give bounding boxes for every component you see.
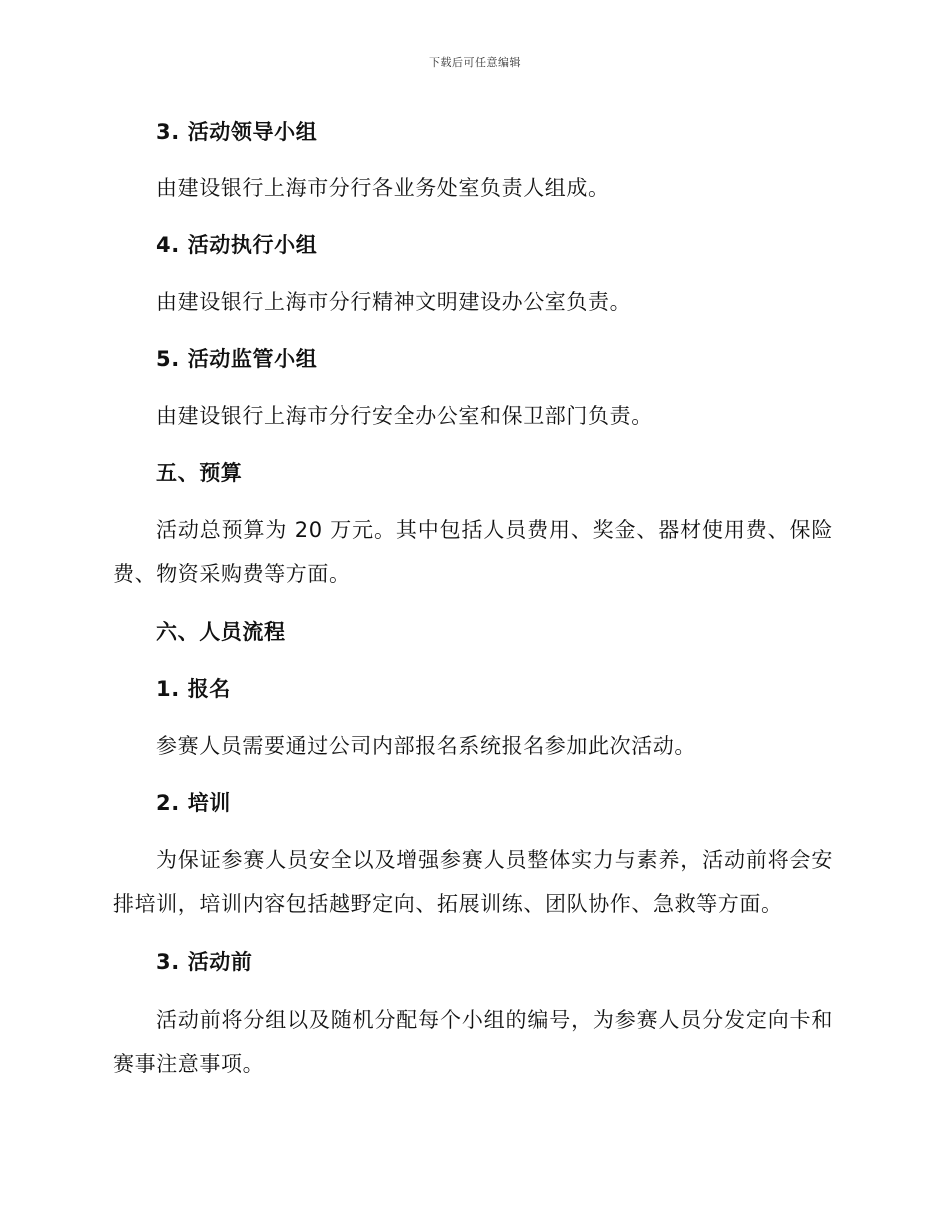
heading-registration: 1. 报名 bbox=[156, 677, 231, 701]
paragraph-execution-group: 由建设银行上海市分行精神文明建设办公室负责。 bbox=[156, 290, 632, 314]
heading-personnel-process: 六、人员流程 bbox=[156, 620, 286, 644]
paragraph-budget: 活动总预算为 20 万元。其中包括人员费用、奖金、器材使用费、保险费、物资采购费等方面。 bbox=[113, 518, 833, 586]
paragraph-leadership-group: 由建设银行上海市分行各业务处室负责人组成。 bbox=[156, 176, 610, 200]
heading-budget: 五、预算 bbox=[156, 461, 243, 485]
paragraph-pre-activity: 活动前将分组以及随机分配每个小组的编号，为参赛人员分发定向卡和赛事注意事项。 bbox=[113, 1008, 833, 1076]
heading-training: 2. 培训 bbox=[156, 791, 231, 815]
heading-activity-supervision-group: 5. 活动监管小组 bbox=[156, 347, 318, 371]
paragraph-registration: 参赛人员需要通过公司内部报名系统报名参加此次活动。 bbox=[156, 734, 696, 758]
paragraph-training: 为保证参赛人员安全以及增强参赛人员整体实力与素养，活动前将会安排培训，培训内容包括越野定向、拓展训练、团队协作、急救等方面。 bbox=[113, 848, 833, 916]
paragraph-supervision-group: 由建设银行上海市分行安全办公室和保卫部门负责。 bbox=[156, 404, 653, 428]
header-note: 下载后可任意编辑 bbox=[429, 56, 521, 69]
heading-activity-execution-group: 4. 活动执行小组 bbox=[156, 233, 318, 257]
heading-activity-leadership-group: 3. 活动领导小组 bbox=[156, 120, 318, 144]
heading-pre-activity: 3. 活动前 bbox=[156, 950, 253, 974]
